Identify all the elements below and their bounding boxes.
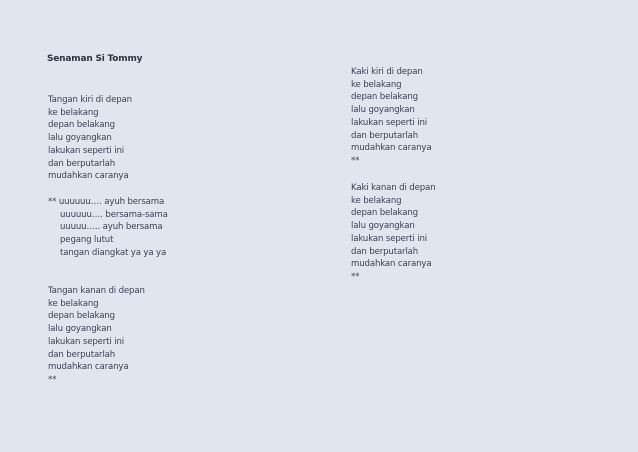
lyric-line: lakukan seperti ini [351, 117, 427, 128]
lyric-line: depan belakang [351, 92, 418, 103]
lyric-line: lalu goyangkan [351, 221, 415, 232]
chorus-marker: ** [351, 155, 360, 166]
lyric-line: mudahkan caranya [48, 171, 129, 182]
chorus-line: pegang lutut [60, 235, 114, 246]
lyric-line: lalu goyangkan [48, 133, 112, 144]
chorus-stanza [48, 196, 168, 260]
lyric-line: Kaki kanan di depan [351, 183, 436, 193]
lyric-line: depan belakang [48, 311, 115, 322]
stanza-kaki-kiri [351, 66, 431, 168]
chorus-marker: ** [48, 374, 57, 385]
lyric-line: ke belakang [351, 79, 402, 90]
lyric-line: dan berputarlah [351, 246, 419, 257]
lyric-line: depan belakang [351, 208, 418, 219]
lyric-line: Kaki kiri di depan [351, 67, 423, 77]
lyric-line: ke belakang [351, 195, 402, 206]
lyric-line: Tangan kiri di depan [48, 95, 132, 105]
chorus-line: ** uuuuuu…. ayuh bersama [48, 197, 165, 207]
lyric-line: ke belakang [48, 298, 99, 309]
lyric-line: ke belakang [48, 107, 99, 118]
chorus-marker: ** [351, 271, 360, 282]
stanza-tangan-kanan [48, 285, 145, 387]
lyric-line: lakukan seperti ini [48, 145, 124, 156]
stanza-tangan-kiri [48, 94, 132, 183]
lyric-line: Tangan kanan di depan [48, 286, 145, 296]
lyric-line: dan berputarlah [351, 130, 419, 141]
lyric-line: mudahkan caranya [351, 259, 432, 270]
lyric-line: lalu goyangkan [351, 105, 415, 116]
chorus-line: uuuuuu…. bersama-sama [60, 209, 168, 220]
song-title: Senaman Si Tommy [47, 54, 143, 64]
lyric-line: depan belakang [48, 120, 115, 131]
stanza-kaki-kanan [351, 182, 435, 284]
chorus-line: uuuuu….. ayuh bersama [60, 222, 163, 233]
lyric-line: mudahkan caranya [351, 143, 432, 154]
lyric-line: mudahkan caranya [48, 362, 129, 373]
lyric-line: lakukan seperti ini [48, 336, 124, 347]
lyric-line: lalu goyangkan [48, 324, 112, 335]
lyric-line: dan berputarlah [48, 349, 116, 360]
lyric-line: dan berputarlah [48, 158, 116, 169]
chorus-line: tangan diangkat ya ya ya [60, 247, 167, 258]
lyric-line: lakukan seperti ini [351, 233, 427, 244]
